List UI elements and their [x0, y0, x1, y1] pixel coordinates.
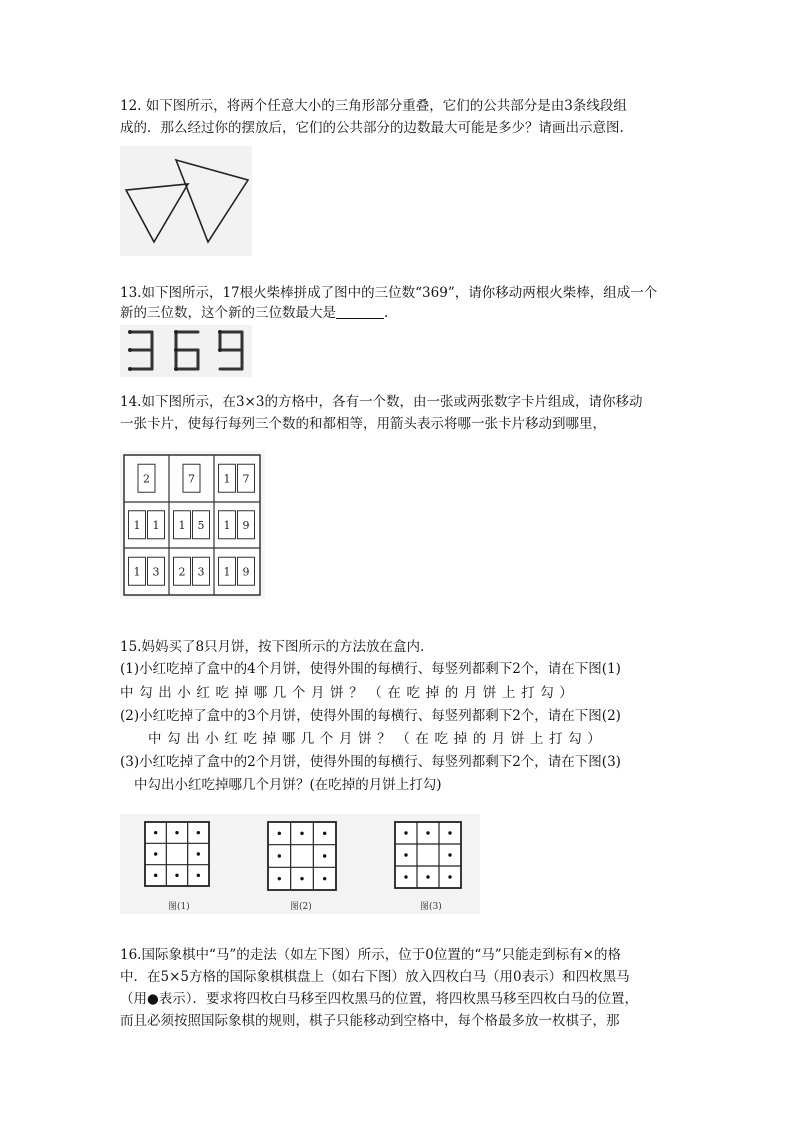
mooncake-dot[interactable]: [278, 854, 281, 857]
number-card-digit: 1: [178, 518, 186, 532]
number-card-digit: 2: [143, 472, 150, 486]
figure-caption-3: 图(3): [420, 902, 442, 912]
mooncake-boxes-figure: [120, 814, 480, 914]
mooncake-dot[interactable]: [300, 832, 303, 835]
mooncake-dot[interactable]: [197, 852, 200, 855]
mooncake-dot[interactable]: [323, 832, 326, 835]
mooncake-dot[interactable]: [323, 854, 326, 857]
number-card-digit: 2: [178, 565, 186, 579]
mooncake-dot[interactable]: [154, 874, 157, 877]
mooncake-dot[interactable]: [175, 874, 178, 877]
number-card-digit: 7: [242, 472, 250, 486]
q16-text-line-4: 而且必须按照国际象棋的规则，棋子只能移动到空格中，每个格最多放一枚棋子，那: [120, 1013, 620, 1029]
number-card-digit: 1: [152, 518, 160, 532]
q15-part3-line-2: 中勾出小红吃掉哪几个月饼？(在吃掉的月饼上打勾): [134, 777, 442, 793]
mooncake-dot[interactable]: [300, 877, 303, 880]
mooncake-dot[interactable]: [448, 853, 451, 856]
q15-part3-line-1: (3)小红吃掉了盒中的2个月饼，使得外围的每横行、每竖列都剩下2个，请在下图(3): [120, 754, 621, 770]
mooncake-dot[interactable]: [197, 874, 200, 877]
mooncake-box-2: [268, 822, 336, 890]
mooncake-dot[interactable]: [278, 832, 281, 835]
mooncake-dot[interactable]: [404, 831, 407, 834]
mooncake-dot[interactable]: [154, 852, 157, 855]
mooncake-dot[interactable]: [448, 831, 451, 834]
q16-text-line-2: 中．在5×5方格的国际象棋棋盘上（如右下图）放入四枚白马（用0表示）和四枚黑马: [120, 969, 630, 985]
q16-text-line-3: （用●表示）．要求将四枚白马移至四枚黑马的位置，将四枚黑马移至四枚白马的位置，: [120, 991, 639, 1007]
mooncake-dot[interactable]: [197, 831, 200, 834]
q15-intro: 15.妈妈买了8只月饼，按下图所示的方法放在盒内.: [120, 639, 425, 655]
number-card-digit: 3: [197, 565, 205, 579]
number-card-digit: 3: [152, 565, 160, 579]
number-card-digit: 1: [223, 518, 231, 532]
figure-caption-2: 图(2): [290, 902, 312, 912]
q12-text-line-1: 12. 如下图所示，将两个任意大小的三角形部分重叠，它们的公共部分是由3条线段组: [120, 98, 627, 114]
answer-blank[interactable]: [336, 305, 384, 319]
mooncake-dot[interactable]: [175, 831, 178, 834]
mooncake-dot[interactable]: [323, 877, 326, 880]
q15-part1-line-1: (1)小红吃掉了盒中的4个月饼，使得外围的每横行、每竖列都剩下2个，请在下图(1): [120, 661, 621, 677]
mooncake-dot[interactable]: [404, 853, 407, 856]
mooncake-dot[interactable]: [426, 875, 429, 878]
overlapping-triangles-figure: [120, 146, 252, 256]
number-card-digit: 1: [133, 565, 141, 579]
mooncake-dot[interactable]: [404, 875, 407, 878]
q13-text-line-1: 13.如下图所示，17根火柴棒拼成了图中的三位数“369”，请你移动两根火柴棒，组成一个: [120, 285, 658, 301]
q14-text-line-1: 14.如下图所示，在3×3的方格中，各有一个数，由一张或两张数字卡片组成，请你移动: [120, 394, 643, 410]
q16-text-line-1: 16.国际象棋中“马”的走法（如左下图）所示，位于0位置的“马”只能走到标有×的格: [120, 947, 621, 963]
q15-part2-line-2: 中勾出小红吃掉哪几个月饼？（在吃掉的月饼上打勾）: [148, 731, 607, 747]
card-grid-figure: [120, 451, 265, 599]
number-card-digit: 9: [242, 518, 250, 532]
matchstick-369-figure: [120, 325, 252, 377]
q15-part2-line-1: (2)小红吃掉了盒中的3个月饼，使得外围的每横行、每竖列都剩下2个，请在下图(2): [120, 708, 621, 724]
number-card-digit: 7: [188, 472, 195, 486]
figure-caption-1: 图(1): [168, 902, 190, 912]
number-card-digit: 1: [223, 472, 231, 486]
q15-part1-line-2: 中勾出小红吃掉哪几个月饼？（在吃掉的月饼上打勾）: [120, 685, 579, 701]
mooncake-dot[interactable]: [448, 875, 451, 878]
mooncake-dot[interactable]: [426, 831, 429, 834]
number-card-digit: 1: [133, 518, 141, 532]
q13-text-line-2: 新的三位数，这个新的三位数最大是 .: [120, 305, 389, 321]
number-card-digit: 1: [223, 565, 231, 579]
q12-text-line-2: 成的．那么经过你的摆放后，它们的公共部分的边数最大可能是多少？请画出示意图.: [120, 120, 624, 136]
mooncake-dot[interactable]: [278, 877, 281, 880]
mooncake-box-3: [395, 822, 461, 888]
number-card-digit: 5: [197, 518, 205, 532]
q14-text-line-2: 一张卡片，使每行每列三个数的和都相等，用箭头表示将哪一张卡片移动到哪里，: [120, 416, 606, 432]
mooncake-dot[interactable]: [154, 831, 157, 834]
mooncake-box-1: [145, 822, 209, 886]
number-card-digit: 9: [242, 565, 250, 579]
